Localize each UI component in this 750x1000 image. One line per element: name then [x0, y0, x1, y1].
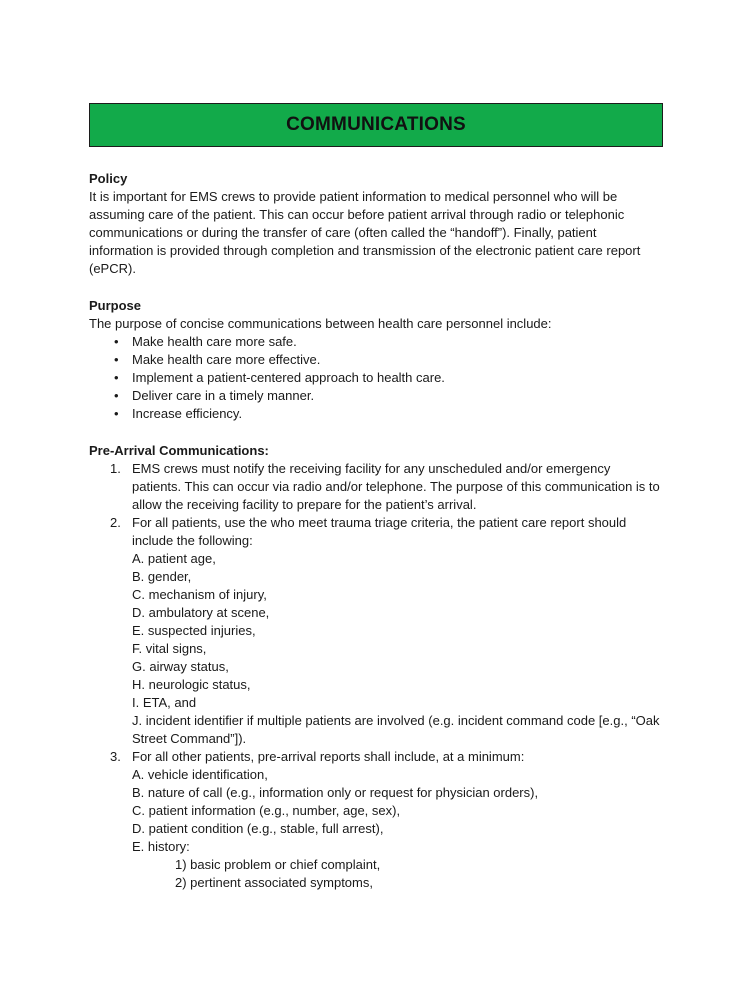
sub-item: B. nature of call (e.g., information only or request for physician orders), — [132, 785, 539, 800]
bullet-icon: • — [114, 388, 119, 403]
sub-item: J. incident identifier if multiple patients are involved (e.g. incident command code [e.g., “Oak Street Command”]). — [132, 713, 660, 746]
item-number: 3. — [110, 749, 121, 764]
history-sub-item: 2) pertinent associated symptoms, — [175, 875, 373, 890]
pre-arrival-item-1 — [89, 460, 663, 514]
sub-item: A. vehicle identification, — [132, 767, 268, 782]
sub-item: E. suspected injuries, — [132, 623, 256, 638]
sub-item: H. neurologic status, — [132, 677, 251, 692]
document-page — [89, 103, 663, 892]
purpose-intro: The purpose of concise communications between health care personnel include: — [89, 316, 552, 331]
item-text: For all patients, use the who meet trauma triage criteria, the patient care report should include the following: — [132, 515, 627, 548]
purpose-list — [89, 333, 663, 423]
sub-item: C. mechanism of injury, — [132, 587, 267, 602]
purpose-section — [89, 297, 663, 423]
sub-item: E. history: — [132, 839, 190, 854]
sub-item: I. ETA, and — [132, 695, 197, 710]
pre-arrival-item-3 — [89, 748, 663, 892]
sub-item: B. gender, — [132, 569, 192, 584]
purpose-list-item: • Make health care more safe. — [114, 334, 297, 349]
purpose-heading: Purpose — [89, 298, 142, 313]
item-text: EMS crews must notify the receiving facility for any unscheduled and/or emergency patients. This can occur via radio and/or telephone. The purpose of this communication is to allow the receiving facility to prepare for the patient’s arrival. — [132, 461, 660, 512]
bullet-icon: • — [114, 352, 119, 367]
purpose-list-item: • Increase efficiency. — [114, 406, 243, 421]
item-number: 2. — [110, 515, 121, 530]
page-title: COMMUNICATIONS — [286, 114, 466, 135]
pre-arrival-list — [89, 460, 663, 892]
bullet-icon: • — [114, 334, 119, 349]
sub-item: G. airway status, — [132, 659, 229, 674]
pre-arrival-heading: Pre-Arrival Communications: — [89, 443, 269, 458]
pre-arrival-item-2 — [89, 514, 663, 748]
policy-heading: Policy — [89, 171, 128, 186]
policy-section — [89, 170, 663, 278]
title-banner — [89, 103, 663, 147]
sub-item: D. ambulatory at scene, — [132, 605, 270, 620]
history-sub-item: 1) basic problem or chief complaint, — [175, 857, 381, 872]
sub-item: D. patient condition (e.g., stable, full arrest), — [132, 821, 384, 836]
item-text: For all other patients, pre-arrival reports shall include, at a minimum: — [132, 749, 525, 764]
purpose-list-item: • Deliver care in a timely manner. — [114, 388, 315, 403]
item-number: 1. — [110, 461, 121, 476]
sub-item: A. patient age, — [132, 551, 216, 566]
bullet-icon: • — [114, 370, 119, 385]
purpose-list-item: • Make health care more effective. — [114, 352, 321, 367]
sub-item: C. patient information (e.g., number, age, sex), — [132, 803, 401, 818]
policy-text: It is important for EMS crews to provide patient information to medical personnel who will be assuming care of the patient. This can occur before patient arrival through radio or telephonic communications or during the transfer of care (often called the “handoff”). Finally, patient information is provided through completion and transmission of the electronic patient care report (ePCR). — [89, 189, 641, 276]
sub-item: F. vital signs, — [132, 641, 207, 656]
purpose-list-item: • Implement a patient-centered approach to health care. — [114, 370, 445, 385]
pre-arrival-section — [89, 442, 663, 892]
bullet-icon: • — [114, 406, 119, 421]
